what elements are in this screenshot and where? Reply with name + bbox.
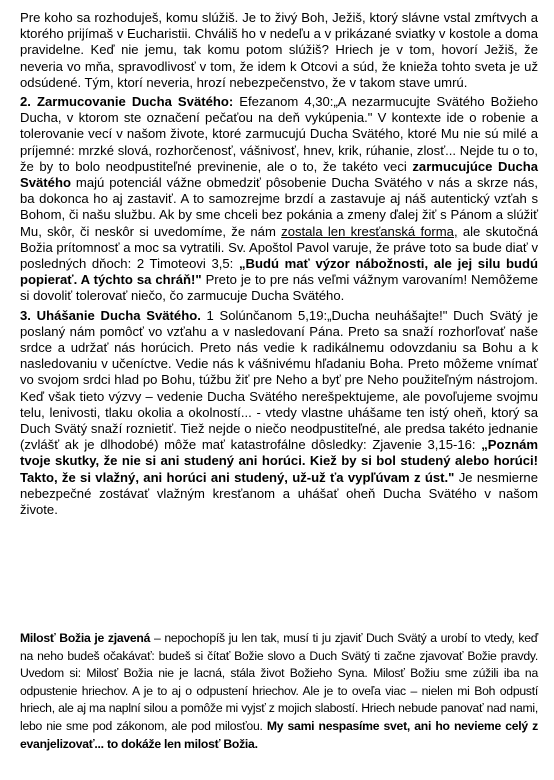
footer-text-1: – nepochopíš ju len tak, musí ti ju zjaviť Duch Svätý a urobí to vtedy, keď na neho budeš očakávať: budeš si čítať Božie slovo a Duch Svätý ti začne zjavovať Božie pravdy. Uvedom si: Milosť Božia nie je lacná, stála život Božieho Syna. Milosť Božiu sme zúžili iba na odpustenie hriechov. A je to aj o odpustení hriechov. Ale je to oveľa viac – nielen mi Boh odpustí hriech, ale aj ma naplní silou a pomôže mi vyjsť z mojich slabostí. Hriech nebude panovať nad nami, lebo nie sme pod zákonom, ale pod milosťou. [20, 631, 538, 733]
section-3-quote: „Poznám tvoje skutky, že nie si ani studený ani horúci. Kiež by si bol studený alebo horúci! Takto, že si vlažný, ani horúci ani studený, už-už ťa vypľúvam z úst." [20, 437, 538, 485]
section-3-paragraph [20, 308, 538, 519]
intro-text: Pre koho sa rozhoduješ, komu slúžiš. Je to živý Boh, Ježiš, ktorý slávne vstal zmŕtvych a ktorého prijímaš v Eucharistii. Chváliš ho v nedeľu a v prikázané sviatky v kostole a doma pravidelne. Keď nie jemu, tak komu potom slúžiš? Hriech je v tom, hovorí Ježiš, že neveria vo mňa, spravodlivosť v tom, že idem k Otcovi a súd, že knieža tohto sveta je už odsúdené. Tým, ktorí neveria, hrozí nebezpečenstvo, že v takom stave umrú. [20, 10, 538, 90]
section-2-text-3: ale skutočná Božia prítomnosť a moc sa vytratili. Sv. Apoštol Pavol varuje, že práve toto sa bude diať v posledných dňoch: 2 Timoteovi 3,5: [20, 223, 538, 272]
section-3-text-1: 1 Solúnčanom 5,19:„Ducha neuhášajte!" Duch Svätý je poslaný nám pomôcť vo vzťahu a v nasledovaní Pána. Preto sa snaží rozhorľovať naše srdce a udržať nás horúcich. Preto nás vedie k radikálnemu odovzdaniu sa Bohu a k nasledovaniu v učeníctve. Vedie nás k vášnivému hľadaniu Boha. Preto môžeme vnímať vo svojom srdci hlad po Bohu, túžbu žiť pre Neho a byť pre Neho použiteľným nástrojom. Keď však tieto výzvy – vedenie Ducha Svätého nerešpektujeme, ale povoľujeme svojmu telu, lenivosti, tlaku okolia a okolností... - vtedy vlastne uhášame ten istý oheň, ktorý sa Duch Svätý snaží roznietiť. Tiež nejde o niečo neodpustiteľné, ale predsa takéto jednanie (zvlášť ak je dlhodobé) môže mať katastrofálne dôsledky: Zjavenie 3,15-16: [20, 307, 538, 453]
section-2-heading: 2. Zarmucovanie Ducha Svätého: [20, 94, 234, 110]
section-3-text-2: Je nesmierne nebezpečné zostávať vlažným kresťanom a uhášať oheň Ducha Svätého v našom živote. [20, 469, 538, 518]
section-2-text-4: Preto je to pre nás veľmi vážnym varovaním! Nemôžeme si dovoliť tolerovať niečo, čo zarmucuje Ducha Svätého. [20, 272, 538, 304]
section-2-quote: „Budú mať výzor nábožnosti, ale jej silu budú popierať. A týchto sa chráň!" [20, 256, 538, 288]
footer-lead: Milosť Božia je zjavená [20, 631, 151, 645]
section-2-bold-1: zarmucujúce Ducha Svätého [20, 158, 539, 191]
footer-bold: My sami nespasíme svet, ani ho nevieme celý z evanjelizovať... to dokáže len milosť Božia. [20, 718, 538, 751]
intro-paragraph [20, 10, 538, 91]
section-2-text-1: Efezanom 4,30:„A nezarmucujte Svätého Božieho Ducha, v ktorom ste označení pečaťou na deň vykúpenia." V kontexte ide o robenie a tolerovanie vecí v našom živote, ktoré zarmucujú Ducha Svätého, ktoré Mu nie sú milé a príjemné: mrzké slová, rozhorčenosť, vášnivosť, hnev, krik, rúhanie, zlosť... Nejde tu o to, že by to bolo neodpustiteľné previnenie, ale o to, že takéto veci [20, 94, 538, 174]
footer-paragraph [20, 630, 538, 753]
section-2-underlined: zostala len kresťanská forma, [281, 223, 458, 239]
section-2-text-2: majú potenciál vážne obmedziť pôsobenie Ducha Svätého v nás a skrze nás, ba dokonca ho aj zastaviť. A to samozrejme brzdí a zastavuje aj náš autentický vzťah s Bohom, či našu službu. Ak by sme chceli bez pokánia a zmeny ďalej žiť s Pánom a slúžiť Mu, skôr, či neskôr si uvedomíme, že nám [20, 175, 538, 239]
section-2-paragraph [20, 94, 538, 305]
main-text [20, 10, 538, 518]
section-3-heading: 3. Uhášanie Ducha Svätého. [20, 307, 201, 323]
